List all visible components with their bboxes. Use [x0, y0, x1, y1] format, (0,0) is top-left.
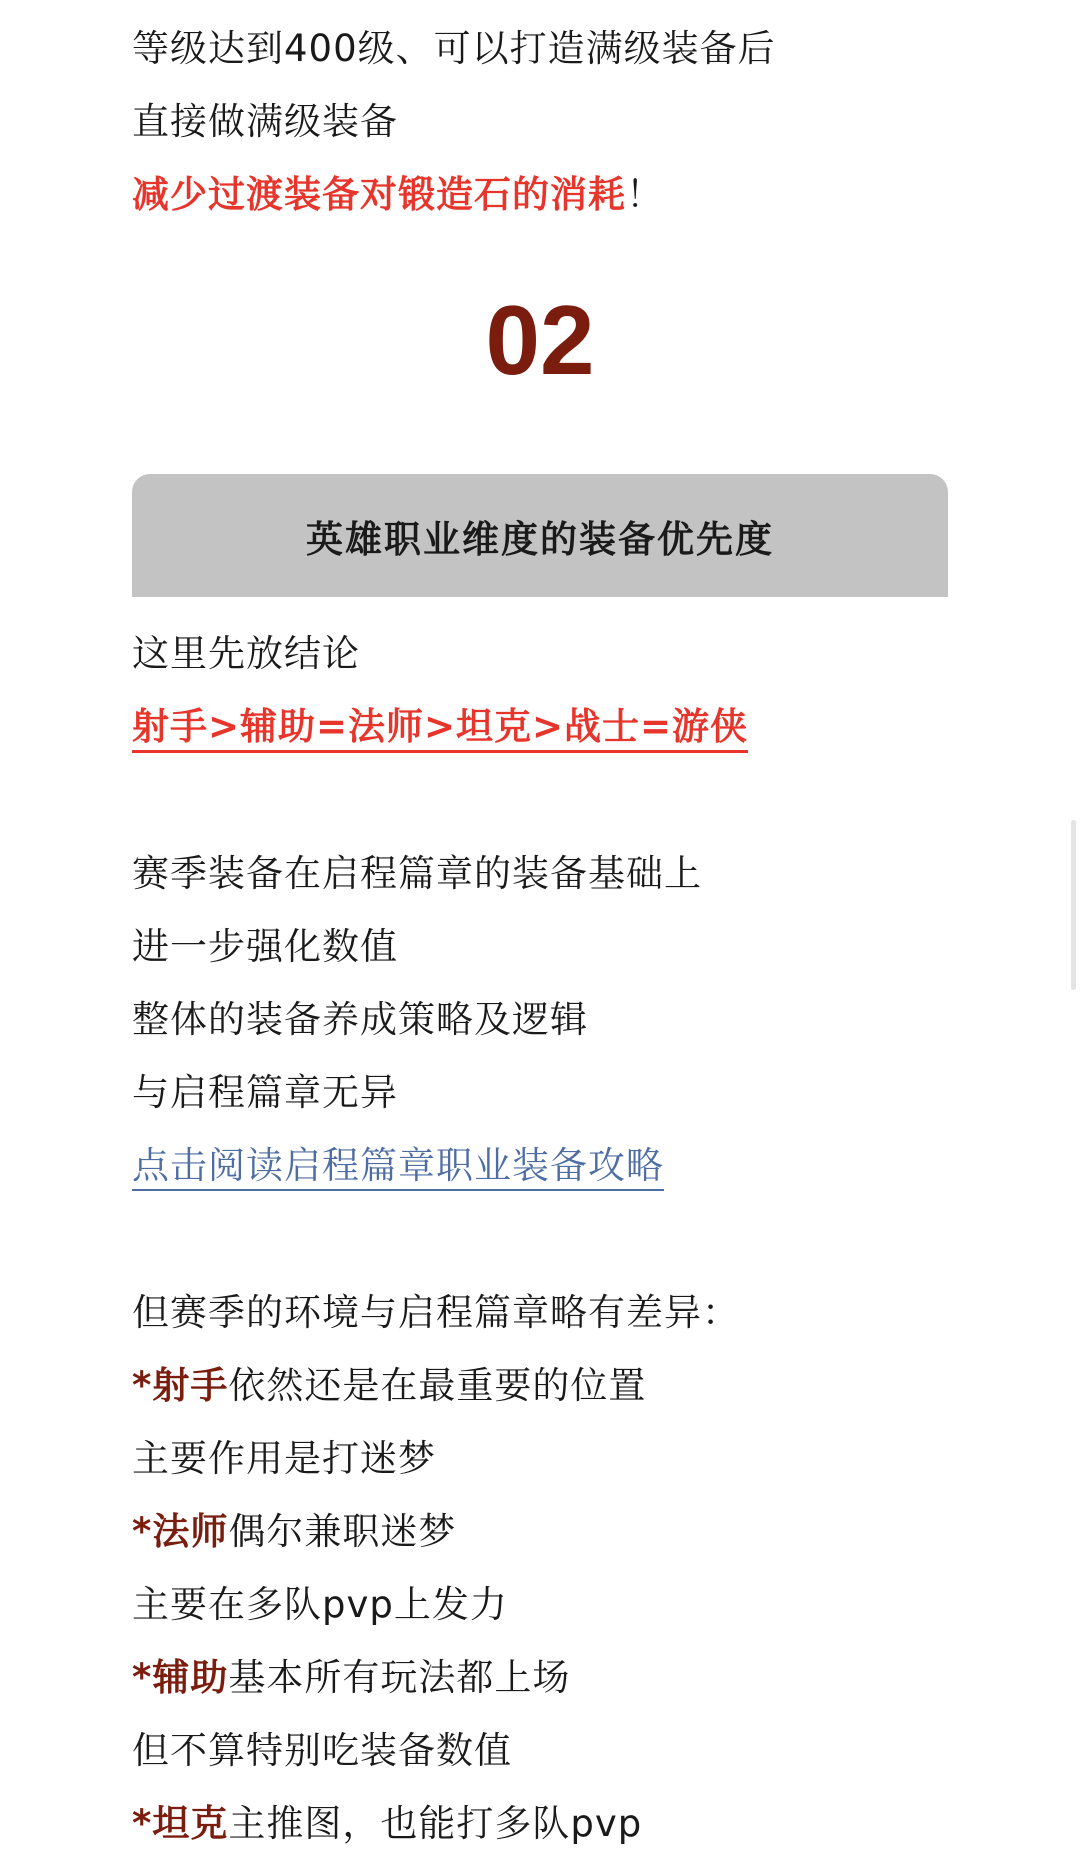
- role-desc: 主推图，也能打多队pvp: [228, 1802, 643, 1845]
- paragraph1-line: 与启程篇章无异: [132, 1071, 398, 1114]
- role-desc: 依然还是在最重要的位置: [228, 1364, 647, 1407]
- list-item: [132, 1422, 436, 1495]
- role-label: *射手: [132, 1364, 229, 1407]
- role-label: *坦克: [132, 1802, 229, 1845]
- list-item: [132, 1568, 508, 1641]
- list-item: [132, 1714, 512, 1787]
- role-desc: 偶尔兼职迷梦: [228, 1510, 457, 1553]
- list-item: [132, 1349, 646, 1422]
- scrollbar[interactable]: [1071, 820, 1076, 990]
- list-item: [132, 1787, 642, 1860]
- role-desc: 主要在多队pvp上发力: [132, 1583, 508, 1626]
- section-number: 02: [485, 285, 595, 395]
- ranking-line: [132, 690, 748, 763]
- role-desc: 但不算特别吃装备数值: [132, 1729, 512, 1772]
- intro-line-3: [132, 158, 664, 231]
- guide-link-line: [132, 1129, 664, 1202]
- section-header-title: 英雄职业维度的装备优先度: [306, 517, 774, 561]
- guide-link[interactable]: 点击阅读启程篇章职业装备攻略: [132, 1144, 664, 1191]
- intro-line-1: 等级达到400级、可以打造满级装备后: [132, 27, 776, 70]
- role-desc: 主要作用是打迷梦: [132, 1437, 436, 1480]
- conclusion-lead: 这里先放结论: [132, 632, 360, 675]
- highlight-text: 减少过渡装备对锻造石的消耗: [132, 173, 626, 216]
- role-label: *法师: [132, 1510, 229, 1553]
- role-desc: 基本所有玩法都上场: [228, 1656, 571, 1699]
- role-label: *辅助: [132, 1656, 229, 1699]
- list-item: [132, 1641, 570, 1714]
- exclamation: ！: [626, 173, 664, 216]
- intro-line-2: 直接做满级装备: [132, 100, 398, 143]
- section-header: [132, 474, 948, 597]
- paragraph1-line: 整体的装备养成策略及逻辑: [132, 998, 588, 1041]
- ranking-text: 射手>辅助=法师>坦克>战士=游侠: [132, 705, 748, 753]
- paragraph1-line: 进一步强化数值: [132, 925, 398, 968]
- list-item: [132, 1495, 456, 1568]
- paragraph1-line: 赛季装备在启程篇章的装备基础上: [132, 852, 702, 895]
- paragraph2-lead: 但赛季的环境与启程篇章略有差异：: [132, 1291, 740, 1334]
